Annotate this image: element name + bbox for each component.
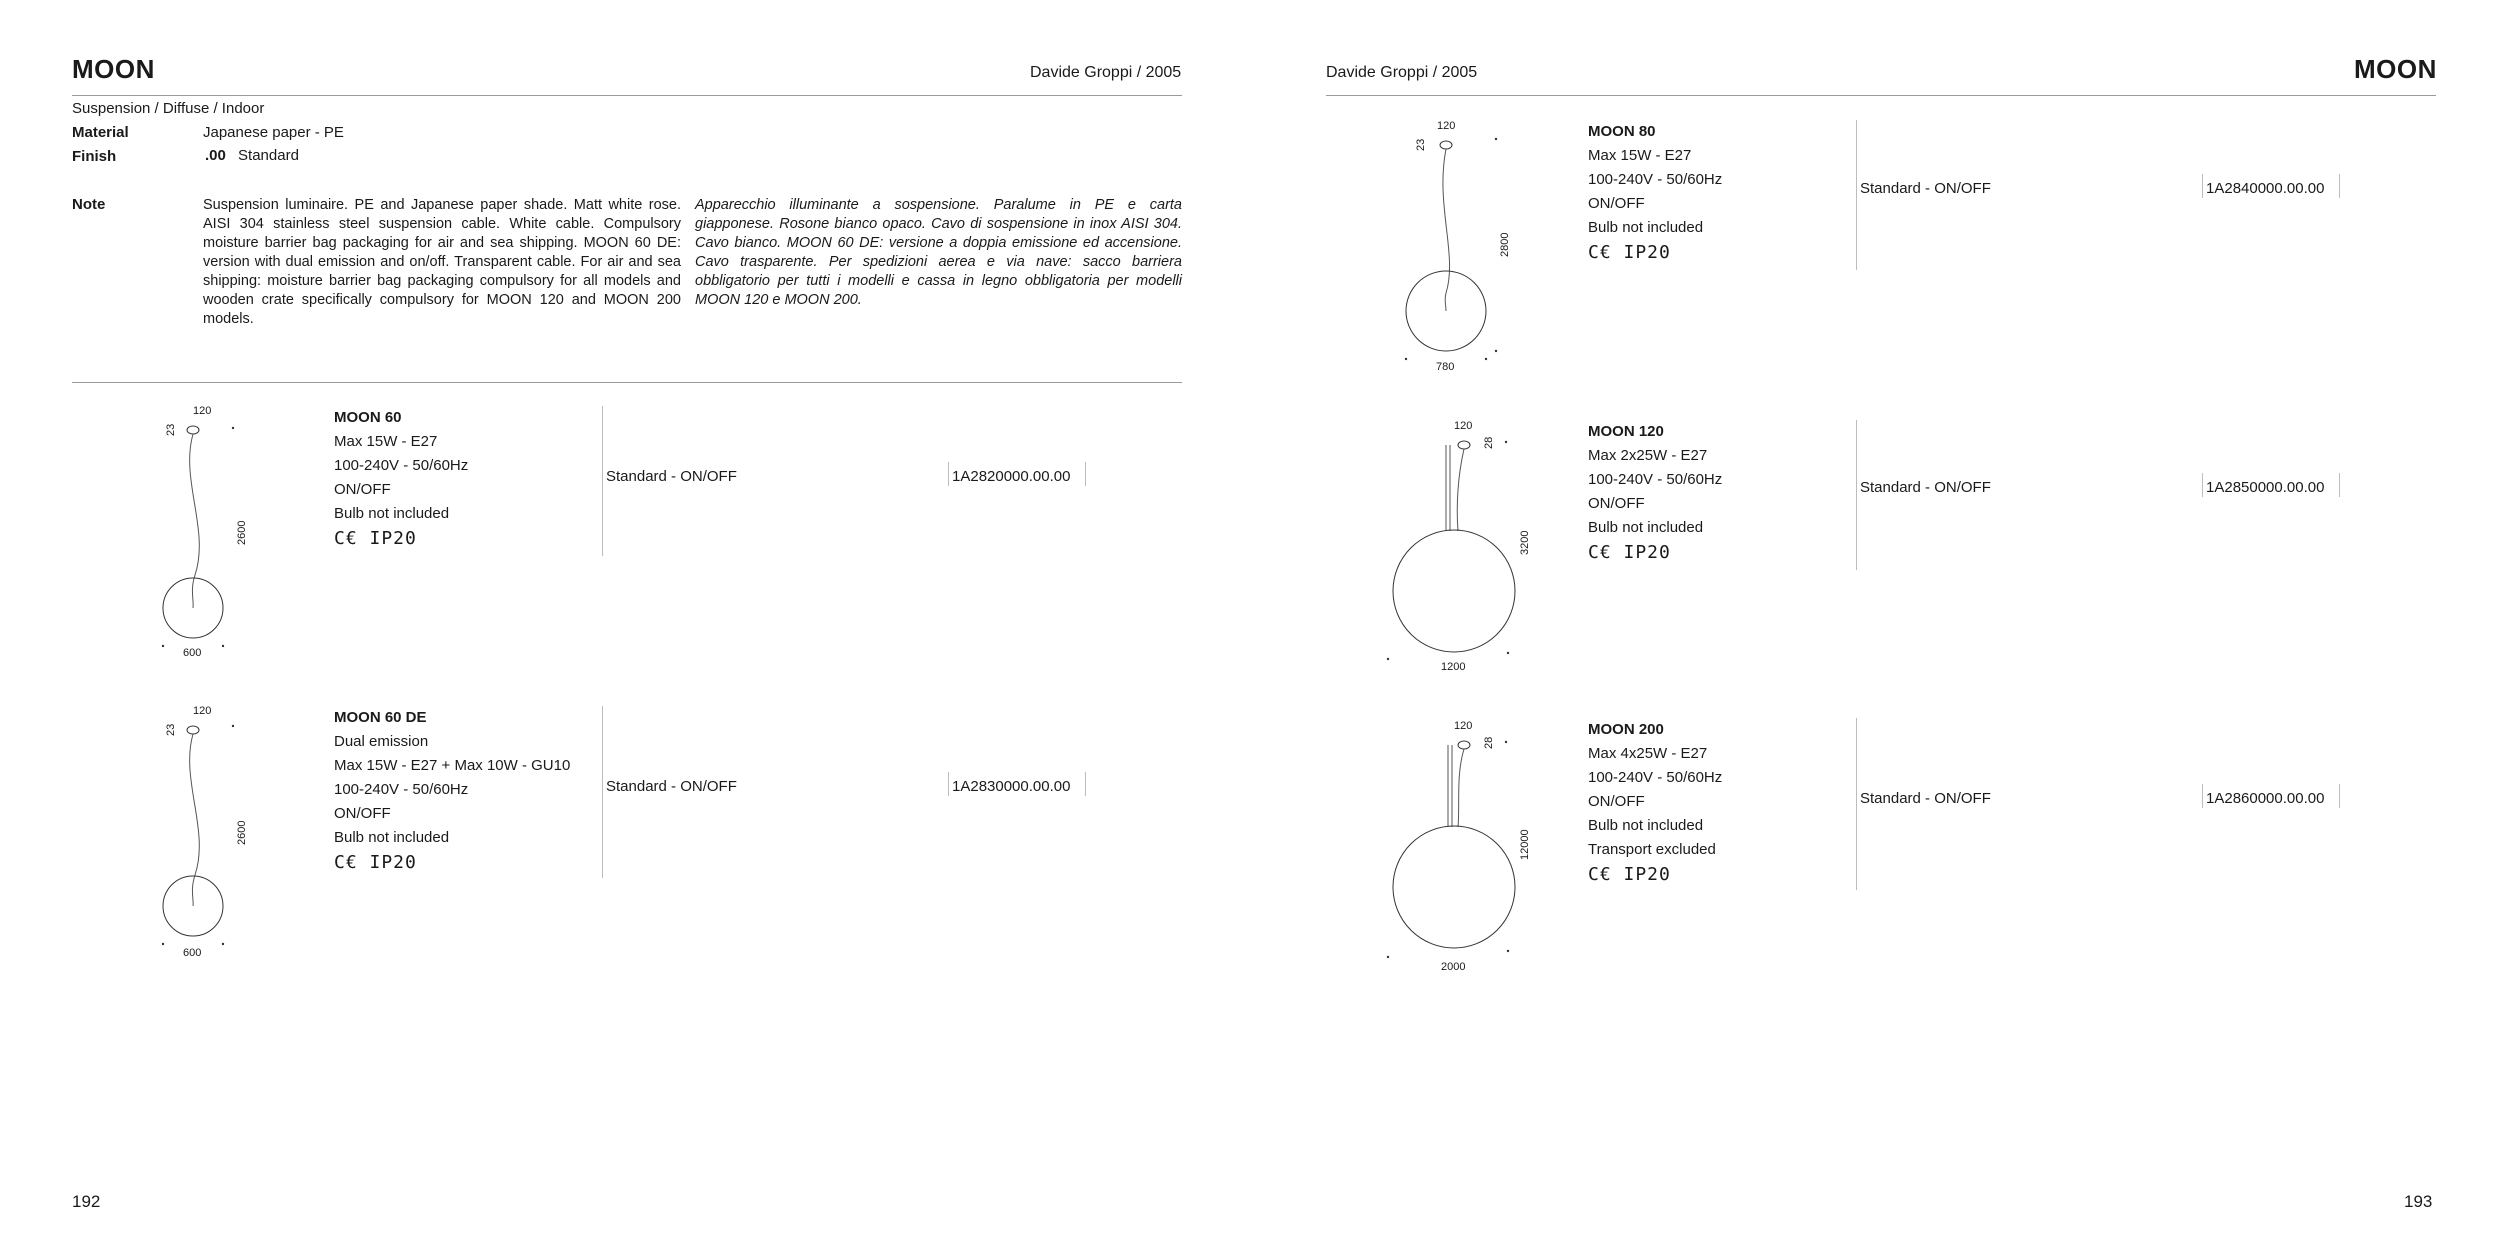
dim-height-200: 12000 <box>1519 829 1531 860</box>
column-divider <box>602 406 603 556</box>
note-english: Suspension luminaire. PE and Japanese paper shade. Matt white rose. AISI 304 stainless steel suspension cable. White cable. Compulsory moisture barrier bag packaging for air and sea shipping. MOON 60 DE: version with dual emission and on/off. Transparent cable. For air and sea shipping: moisture barrier bag packaging compulsory for all models and wooden crate specifically compulsory for MOON 120 and MOON 200 models. <box>203 197 681 327</box>
product-moon-60 <box>334 406 468 549</box>
spec-line: 100-240V - 50/60Hz <box>334 457 469 474</box>
spec-line: Max 2x25W - E27 <box>1588 447 1708 464</box>
finish-code: .00 <box>205 147 226 164</box>
right-page-title: MOON <box>2354 54 2437 84</box>
dim-rose-h-200: 28 <box>1483 736 1495 749</box>
spec-line: Bulb not included <box>1588 519 1704 536</box>
dim-diameter-60: 600 <box>183 647 202 659</box>
dim-height-120: 3200 <box>1519 530 1531 555</box>
left-section-divider <box>72 382 1182 383</box>
product-name: MOON 80 <box>1588 123 1656 140</box>
product-name: MOON 120 <box>1588 423 1664 440</box>
spec-line: Max 4x25W - E27 <box>1588 745 1708 762</box>
certification-marks: C€ IP20 <box>1588 542 1671 563</box>
certification-marks: C€ IP20 <box>334 852 417 873</box>
product-code: 1A2820000.00.00 <box>952 468 1071 485</box>
left-page-title: MOON <box>72 54 155 84</box>
spec-line: ON/OFF <box>1588 793 1645 810</box>
certification-marks: C€ IP20 <box>1588 864 1671 885</box>
spec-line: ON/OFF <box>1588 495 1645 512</box>
spec-line: ON/OFF <box>334 805 391 822</box>
certification-marks: C€ IP20 <box>334 528 417 549</box>
finish-value: Standard <box>238 147 299 164</box>
moon-120-drawing <box>1378 415 1531 675</box>
dim-rose-80: 120 <box>1437 120 1456 132</box>
left-page-designer: Davide Groppi / 2005 <box>1030 64 1182 81</box>
column-divider <box>948 772 949 796</box>
dim-height-60: 2600 <box>236 520 248 545</box>
left-page-number: 192 <box>72 1192 101 1211</box>
dim-rose-120: 120 <box>1454 420 1473 432</box>
column-divider <box>602 706 603 878</box>
certification-marks: C€ IP20 <box>1588 242 1671 263</box>
spec-line: Bulb not included <box>334 829 450 846</box>
note-italian: Apparecchio illuminante a sospensione. Paralume in PE e carta giapponese. Rosone bianco opaco. Cavo di sospensione in inox AISI 304. Cavo bianco. MOON 60 DE: versione a doppia emissione ed accensione. Cavo trasparente. Per spedizioni aerea e via nave: sacco barriera obbligatorio per tutti i modelli e cassa in legno obbligatoria per modelli MOON 120 e MOON 200. <box>695 197 1182 308</box>
column-divider <box>1085 462 1086 486</box>
product-code: 1A2830000.00.00 <box>952 778 1071 795</box>
product-moon-200 <box>1588 718 1722 885</box>
column-divider <box>2339 473 2340 497</box>
column-divider <box>1856 718 1857 890</box>
dim-rose-200: 120 <box>1454 720 1473 732</box>
moon-60-drawing <box>150 400 260 660</box>
product-name: MOON 200 <box>1588 721 1664 738</box>
product-moon-80 <box>1588 120 1722 263</box>
spec-line: 100-240V - 50/60Hz <box>334 781 469 798</box>
right-page-designer: Davide Groppi / 2005 <box>1326 64 1478 81</box>
moon-60-de-drawing <box>150 700 260 960</box>
product-name: MOON 60 DE <box>334 709 427 726</box>
spec-line: ON/OFF <box>334 481 391 498</box>
dim-rose-h-80: 23 <box>1415 138 1427 151</box>
spec-line: Bulb not included <box>334 505 450 522</box>
note-label: Note <box>72 196 106 213</box>
column-divider <box>2202 174 2203 198</box>
left-header-divider <box>72 95 1182 96</box>
column-divider <box>948 462 949 486</box>
column-divider <box>2339 784 2340 808</box>
dim-height-60de: 2600 <box>236 820 248 845</box>
spec-line: Max 15W - E27 <box>1588 147 1692 164</box>
right-header-divider <box>1326 95 2436 96</box>
product-code: 1A2840000.00.00 <box>2206 180 2325 197</box>
moon-200-drawing <box>1378 715 1531 975</box>
spec-line: ON/OFF <box>1588 195 1645 212</box>
moon-80-drawing <box>1400 115 1520 385</box>
dim-height-80: 2800 <box>1499 232 1511 257</box>
spec-line: 100-240V - 50/60Hz <box>1588 471 1723 488</box>
product-moon-60-de <box>334 706 570 873</box>
option-text: Standard - ON/OFF <box>606 778 737 795</box>
dim-diameter-200: 2000 <box>1441 961 1466 973</box>
product-code: 1A2860000.00.00 <box>2206 790 2325 807</box>
dim-diameter-60de: 600 <box>183 947 202 959</box>
product-name: MOON 60 <box>334 409 402 426</box>
option-text: Standard - ON/OFF <box>606 468 737 485</box>
category-text: Suspension / Diffuse / Indoor <box>72 100 265 117</box>
material-label: Material <box>72 124 129 141</box>
right-page-number: 193 <box>2404 1192 2433 1211</box>
spec-line: Dual emission <box>334 733 429 750</box>
spec-line: Transport excluded <box>1588 841 1716 858</box>
dim-rose-h-60: 23 <box>165 423 177 436</box>
dim-diameter-80: 780 <box>1436 361 1455 373</box>
column-divider <box>2339 174 2340 198</box>
column-divider <box>1085 772 1086 796</box>
finish-value-row <box>205 147 299 164</box>
product-moon-120 <box>1588 420 1722 563</box>
column-divider <box>2202 784 2203 808</box>
dim-rose-h-60de: 23 <box>165 723 177 736</box>
column-divider <box>1856 420 1857 570</box>
column-divider <box>1856 120 1857 270</box>
dim-rose-60: 120 <box>193 405 212 417</box>
dim-diameter-120: 1200 <box>1441 661 1466 673</box>
column-divider <box>2202 473 2203 497</box>
option-text: Standard - ON/OFF <box>1860 479 1991 496</box>
material-value: Japanese paper - PE <box>203 124 344 141</box>
dim-rose-h-120: 28 <box>1483 436 1495 449</box>
product-code: 1A2850000.00.00 <box>2206 479 2325 496</box>
spec-line: Max 15W - E27 + Max 10W - GU10 <box>334 757 571 774</box>
spec-line: 100-240V - 50/60Hz <box>1588 769 1723 786</box>
option-text: Standard - ON/OFF <box>1860 180 1991 197</box>
option-text: Standard - ON/OFF <box>1860 790 1991 807</box>
dim-rose-60de: 120 <box>193 705 212 717</box>
spec-line: Bulb not included <box>1588 219 1704 236</box>
spec-line: 100-240V - 50/60Hz <box>1588 171 1723 188</box>
spec-line: Max 15W - E27 <box>334 433 438 450</box>
spec-line: Bulb not included <box>1588 817 1704 834</box>
finish-label: Finish <box>72 148 117 165</box>
